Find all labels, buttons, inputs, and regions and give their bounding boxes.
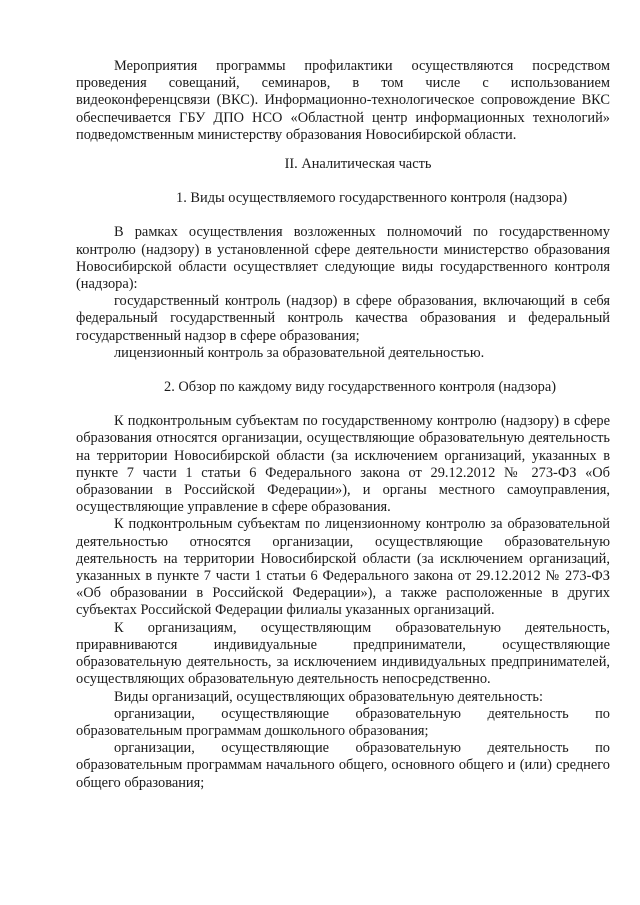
paragraph: лицензионный контроль за образовательной деятельностью. [114,344,485,361]
paragraph: организации, осуществляющие образовательную деятельность по образовательным программам начального общего, основного общего и (или) среднего общего образования; [76,740,610,791]
document-page [76,58,610,792]
spacer [76,144,610,156]
intro-paragraph: Мероприятия программы профилактики осуществляются посредством проведения совещаний, семинаров, в том числе с использованием видеоконференцсвязи (ВКС). Информационно-технологическое сопровождение ВКС обеспечивается ГБУ ДПО НСО «Областной центр информационных технологий» подведомственным министерству образования Новосибирской области. [76,58,610,143]
paragraph: К организациям, осуществляющим образовательную деятельность, приравниваются индивидуальные предприниматели, осуществляющие образовательную деятельность, за исключением индивидуальных предпринимателей, осуществляющих образовательную деятельность непосредственно. [76,619,610,688]
paragraph: К подконтрольным субъектам по государственному контролю (надзору) в сфере образования относятся организации, осуществляющие образовательную деятельность на территории Новосибирской области (за исключением организаций, указанных в пункте 7 части 1 статьи 6 Федерального закона от 29.12.2012 № 273-ФЗ «Об образовании в Российской Федерации»), и органы местного самоуправления, осуществляющие управление в сфере образования. [76,413,610,516]
subsection-title-2: 2. Обзор по каждому виду государственного контроля (надзора) [164,379,557,396]
spacer [76,396,610,413]
subsection-title-1: 1. Виды осуществляемого государственного контроля (надзора) [176,190,568,207]
section-title: II. Аналитическая часть [284,156,432,173]
spacer [76,173,610,190]
paragraph: государственный контроль (надзор) в сфере образования, включающий в себя федеральный государственный контроль качества образования и федеральный государственный надзор в сфере образования; [76,293,610,344]
spacer [76,362,610,379]
paragraph: Виды организаций, осуществляющих образовательную деятельность: [114,688,543,705]
paragraph: В рамках осуществления возложенных полномочий по государственному контролю (надзору) в установленной сфере деятельности министерство образования Новосибирской области осуществляет следующие виды государственного контроля (надзора): [76,224,610,293]
paragraph: организации, осуществляющие образовательную деятельность по образовательным программам дошкольного образования; [76,705,610,739]
spacer [76,207,610,224]
paragraph: К подконтрольным субъектам по лицензионному контролю за образовательной деятельностью относятся организации, осуществляющие образовательную деятельность на территории Новосибирской области (за исключением организаций, указанных в пункте 7 части 1 статьи 6 Федерального закона от 29.12.2012 № 273-ФЗ «Об образовании в Российской Федерации»), а также расположенные в других субъектах Российской Федерации филиалы указанных организаций. [76,516,610,619]
